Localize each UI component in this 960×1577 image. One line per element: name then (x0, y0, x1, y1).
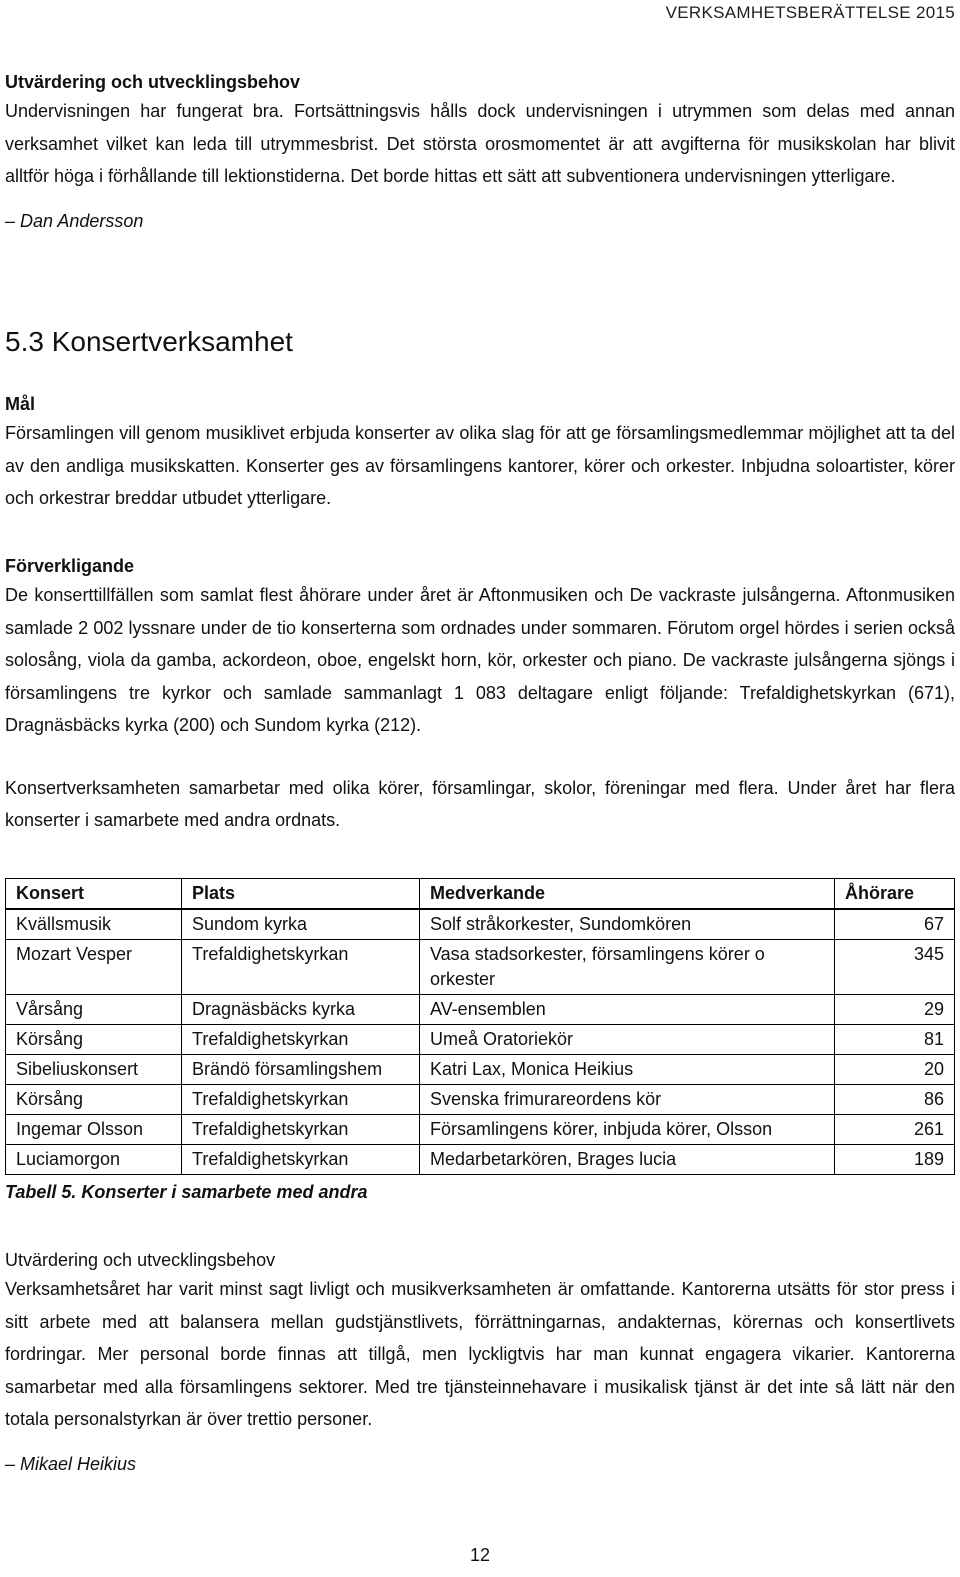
goal-text: Församlingen vill genom musiklivet erbjuda konserter av olika slag för att ge församlingsmedlemmar möjlighet att ta del av den andliga musikskatten. Konserter ges av församlingens kantorer, körer och orkester. Inbjudna soloartister, körer och orkestrar breddar utbudet ytterligare. (5, 423, 955, 508)
realization-section (5, 556, 955, 837)
page-number: 12 (469, 1545, 491, 1565)
cell-plats: Trefaldighetskyrkan (182, 1085, 420, 1115)
cell-medverkande: Medarbetarkören, Brages lucia (420, 1145, 835, 1175)
table-row (6, 1025, 955, 1055)
section-title: 5.3 Konsertverksamhet (5, 326, 293, 357)
evaluation-section-2 (5, 1250, 955, 1475)
cell-konsert: Körsång (6, 1085, 182, 1115)
cell-plats: Trefaldighetskyrkan (182, 1025, 420, 1055)
signature-dan-andersson: – Dan Andersson (5, 210, 144, 231)
cell-konsert: Luciamorgon (6, 1145, 182, 1175)
table-caption: Tabell 5. Konserter i samarbete med andra (5, 1182, 368, 1202)
realization-text: De konserttillfällen som samlat flest åhörare under året är Aftonmusiken och De vackraste julsångerna. Aftonmusiken samlade 2 002 lyssnare under de tio konserterna som ordnades under sommaren. Förutom orgel hördes i serien också solosång, viola da gamba, ackordeon, oboe, engelskt horn, kör, orkester och piano. De vackraste julsångerna sjöngs i församlingens tre kyrkor och samlade sammanlagt 1 083 deltagare enligt följande: Trefaldighetskyrkan (671), Dragnäsbäcks kyrka (200) och Sundom kyrka (212). (5, 585, 955, 735)
cell-konsert: Mozart Vesper (6, 940, 182, 995)
cell-ahorare: 81 (835, 1025, 955, 1055)
table-row (6, 1055, 955, 1085)
cell-medverkande: Solf stråkorkester, Sundomkören (420, 909, 835, 940)
signature-mikael-heikius: – Mikael Heikius (5, 1453, 137, 1474)
cell-ahorare: 29 (835, 995, 955, 1025)
table-header-row (6, 879, 955, 910)
evaluation-text-1: Undervisningen har fungerat bra. Fortsättningsvis hålls dock undervisningen i utrymmen som delas med annan verksamhet vilket kan leda till utrymmesbrist. Det största orosmomentet är att avgifterna för musikskolan har blivit alltför höga i förhållande till lektionstiderna. Det borde hittas ett sätt att subventionera undervisningen ytterligare. (5, 101, 955, 186)
evaluation-text-2: Verksamhetsåret har varit minst sagt livligt och musikverksamheten är omfattande. Kantorerna utsätts för stor press i sitt arbete med att balansera mellan gudstjänstlivets, förrättningarnas, andakternas, körernas och konsertlivets fordringar. Mer personal borde finnas att tillgå, men lyckligtvis har man kunnat engagera vikarier. Kantorerna samarbetar med alla församlingens sektorer. Med tre tjänsteinnehavare i musikalisk tjänst är det inte så lätt när den totala personalstyrkan är över trettio personer. (5, 1279, 955, 1429)
cell-medverkande: Svenska frimurareordens kör (420, 1085, 835, 1115)
table-row (6, 1115, 955, 1145)
cell-konsert: Körsång (6, 1025, 182, 1055)
table-row (6, 995, 955, 1025)
goal-heading: Mål (5, 394, 36, 414)
col-header-medverkande: Medverkande (420, 879, 835, 910)
running-header: VERKSAMHETSBERÄTTELSE 2015 (665, 3, 955, 22)
col-header-ahorare: Åhörare (835, 879, 955, 910)
cell-medverkande: AV-ensemblen (420, 995, 835, 1025)
cell-medverkande: Katri Lax, Monica Heikius (420, 1055, 835, 1085)
cell-konsert: Ingemar Olsson (6, 1115, 182, 1145)
collaboration-text: Konsertverksamheten samarbetar med olika körer, församlingar, skolor, föreningar med flera. Under året har flera konserter i samarbete med andra ordnats. (5, 777, 955, 830)
cell-plats: Trefaldighetskyrkan (182, 1145, 420, 1175)
cell-ahorare: 86 (835, 1085, 955, 1115)
table-row (6, 940, 955, 995)
cell-medverkande: Vasa stadsorkester, församlingens körer o orkester (420, 940, 835, 995)
cell-plats: Brändö församlingshem (182, 1055, 420, 1085)
cell-konsert: Vårsång (6, 995, 182, 1025)
table-row (6, 1145, 955, 1175)
cell-konsert: Kvällsmusik (6, 909, 182, 940)
cell-medverkande: Församlingens körer, inbjuda körer, Olsson (420, 1115, 835, 1145)
evaluation-heading-1: Utvärdering och utvecklingsbehov (5, 72, 301, 92)
col-header-plats: Plats (182, 879, 420, 910)
evaluation-heading-2: Utvärdering och utvecklingsbehov (5, 1250, 276, 1270)
goal-section (5, 394, 955, 515)
cell-plats: Sundom kyrka (182, 909, 420, 940)
cell-ahorare: 345 (835, 940, 955, 995)
cell-konsert: Sibeliuskonsert (6, 1055, 182, 1085)
concerts-table (5, 878, 955, 1175)
cell-plats: Dragnäsbäcks kyrka (182, 995, 420, 1025)
table-row (6, 1085, 955, 1115)
cell-medverkande: Umeå Oratoriekör (420, 1025, 835, 1055)
cell-ahorare: 20 (835, 1055, 955, 1085)
cell-ahorare: 189 (835, 1145, 955, 1175)
table-row (6, 909, 955, 940)
cell-plats: Trefaldighetskyrkan (182, 940, 420, 995)
cell-plats: Trefaldighetskyrkan (182, 1115, 420, 1145)
realization-heading: Förverkligande (5, 556, 135, 576)
cell-ahorare: 261 (835, 1115, 955, 1145)
cell-ahorare: 67 (835, 909, 955, 940)
evaluation-section-1 (5, 72, 955, 232)
col-header-konsert: Konsert (6, 879, 182, 910)
